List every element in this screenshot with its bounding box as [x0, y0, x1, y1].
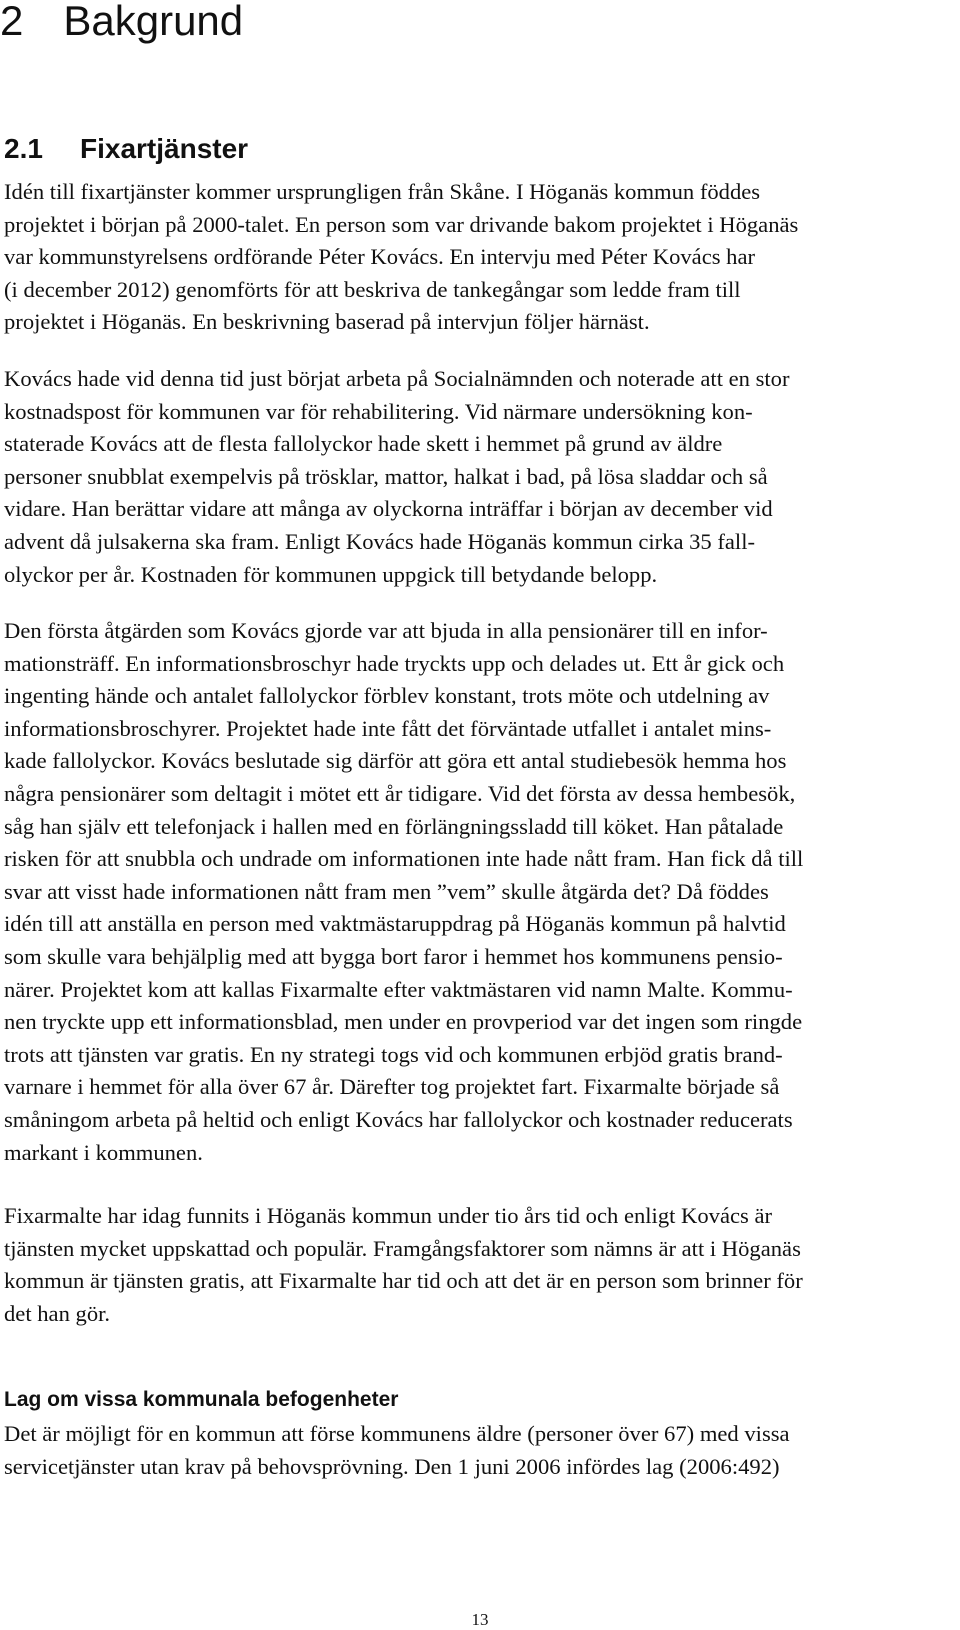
text-line: kommun är tjänsten gratis, att Fixarmalte har tid och att det är en person som brinner för [4, 1268, 803, 1294]
text-line: servicetjänster utan krav på behovsprövning. Den 1 juni 2006 infördes lag (2006:492) [4, 1453, 780, 1479]
section-heading [4, 132, 248, 166]
text-line: projektet i början på 2000-talet. En person som var drivande bakom projektet i Höganäs [4, 211, 799, 237]
paragraph-5 [4, 1418, 948, 1483]
text-line: Kovács hade vid denna tid just börjat arbeta på Socialnämnden och noterade att en stor [4, 366, 790, 391]
text-line: personer snubblat exempelvis på trösklar, mattor, halkat i bad, på lösa sladdar och så [4, 463, 768, 489]
text-line: vidare. Han berättar vidare att många av olyckorna inträffar i början av december vid [4, 496, 773, 522]
chapter-number: 2 [0, 0, 24, 44]
text-line: varnare i hemmet för alla över 67 år. Därefter tog projektet fart. Fixarmalte började så [4, 1074, 780, 1100]
text-line: tjänsten mycket uppskattad och populär. Framgångsfaktorer som nämns är att i Höganäs [4, 1235, 801, 1261]
chapter-title: Bakgrund [63, 0, 244, 44]
text-line: trots att tjänsten var gratis. En ny strategi togs vid och kommunen erbjöd gratis brand- [4, 1041, 783, 1067]
text-line: nen tryckte upp ett informationsblad, men under en provperiod var det ingen som ringde [4, 1009, 803, 1035]
text-line: såg han själv ett telefonjack i hallen med en förlängningssladd till köket. Han påtalade [4, 813, 784, 839]
text-line: markant i kommunen. [4, 1139, 203, 1165]
chapter-heading [0, 0, 243, 42]
text-line: Det är möjligt för en kommun att förse kommunens äldre (personer över 67) med vissa [4, 1421, 790, 1446]
text-line: olyckor per år. Kostnaden för kommunen uppgick till betydande belopp. [4, 561, 658, 587]
paragraph-4 [4, 1200, 948, 1330]
text-line: Idén till fixartjänster kommer ursprungligen från Skåne. I Höganäs kommun föddes [4, 179, 761, 204]
section-number: 2.1 [4, 133, 43, 164]
text-line: informationsbroschyrer. Projektet hade inte fått det förväntade utfallet i antalet mins- [4, 715, 772, 741]
text-line: närer. Projektet kom att kallas Fixarmalte efter vaktmästaren vid namn Malte. Kommu- [4, 976, 793, 1002]
text-line: staterade Kovács att de flesta fallolyckor hade skett i hemmet på grund av äldre [4, 431, 723, 457]
text-line: projektet i Höganäs. En beskrivning baserad på intervjun följer härnäst. [4, 309, 650, 335]
page-number: 13 [471, 1610, 489, 1629]
text-line: svar att visst hade informationen nått fram men ”vem” skulle åtgärda det? Då föddes [4, 878, 769, 904]
text-line: var kommunstyrelsens ordförande Péter Kovács. En intervju med Péter Kovács har [4, 244, 756, 270]
text-line: kade fallolyckor. Kovács beslutade sig därför att göra ett antal studiebesök hemma hos [4, 748, 787, 774]
text-line: småningom arbeta på heltid och enligt Kovács har fallolyckor och kostnader reducerats [4, 1106, 793, 1132]
text-line: Fixarmalte har idag funnits i Höganäs kommun under tio års tid och enligt Kovács är [4, 1203, 773, 1228]
text-line: ingenting hände och antalet fallolyckor förblev konstant, trots möte och utdelning av [4, 683, 770, 709]
text-line: som skulle vara behjälplig med att bygga bort faror i hemmet hos kommunens pensio- [4, 943, 783, 969]
paragraph-2 [4, 363, 948, 591]
text-line: Den första åtgärden som Kovács gjorde var att bjuda in alla pensionärer till en infor- [4, 618, 768, 643]
text-line: advent då julsakerna ska fram. Enligt Kovács hade Höganäs kommun cirka 35 fall- [4, 528, 755, 554]
section-title: Fixartjänster [80, 133, 249, 164]
text-line: det han gör. [4, 1300, 111, 1326]
text-line: några pensionärer som deltagit i mötet ett år tidigare. Vid det första av dessa hembesök, [4, 780, 796, 806]
paragraph-3 [4, 615, 948, 1169]
text-line: risken för att snubbla och undrade om informationen inte hade nått fram. Han fick då till [4, 846, 804, 872]
subsection-heading: Lag om vissa kommunala befogenheter [4, 1388, 399, 1411]
paragraph-1 [4, 176, 948, 339]
text-line: kostnadspost för kommunen var för rehabilitering. Vid närmare undersökning kon- [4, 398, 753, 424]
text-line: (i december 2012) genomförts för att beskriva de tankegångar som ledde fram till [4, 276, 741, 302]
text-line: idén till att anställa en person med vaktmästaruppdrag på Höganäs kommun på halvtid [4, 911, 786, 937]
text-line: mationsträff. En informationsbroschyr hade tryckts upp och delades ut. Ett år gick och [4, 650, 785, 676]
